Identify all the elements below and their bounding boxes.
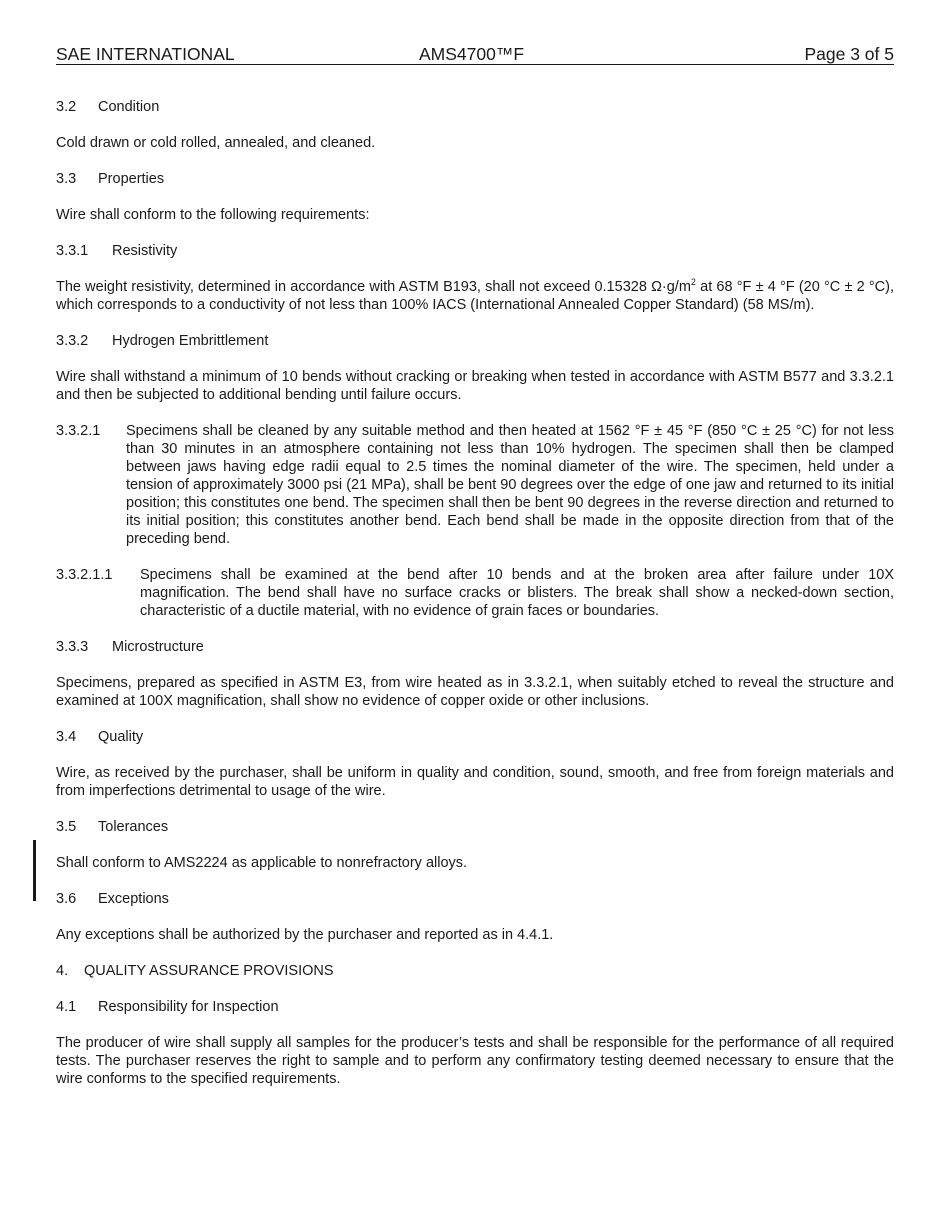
section-text-4-1: The producer of wire shall supply all samples for the producer’s tests and shall be responsible for the performance of all required tests. The purchaser reserves the right to sample and to perform any confirmatory testing deemed necessary to ensure that the wire conforms to the specified requirements. xyxy=(56,1035,894,1087)
section-text-3-3: Wire shall conform to the following requirements: xyxy=(56,207,370,223)
section-number: 3.3.1 xyxy=(56,243,89,259)
section-text-3-4: Wire, as received by the purchaser, shall be uniform in quality and condition, sound, smooth, and free from foreign materials and from imperfections detrimental to usage of the wire. xyxy=(56,765,894,799)
subsection-number: 3.3.2.1 xyxy=(56,423,101,439)
section-heading-3-5 xyxy=(56,818,894,836)
subsection-text: Specimens shall be examined at the bend after 10 bends and at the broken area after failure under 10X magnification. The bend shall have no surface cracks or blisters. The break shall show a necked-down section, characteristic of a ductile material, with no evidence of grain faces or boundaries. xyxy=(140,567,894,619)
section-title: Properties xyxy=(98,171,165,187)
subsection-3-3-2-1-1 xyxy=(56,566,894,620)
section-text-3-3-1 xyxy=(56,278,894,314)
section-number: 3.3 xyxy=(56,171,77,187)
section-number: 3.3.3 xyxy=(56,639,89,655)
header-organization: SAE INTERNATIONAL xyxy=(56,44,235,64)
section-title: QUALITY ASSURANCE PROVISIONS xyxy=(84,963,334,979)
section-number: 3.3.2 xyxy=(56,333,89,349)
section-heading-4-1 xyxy=(56,998,894,1016)
section-heading-3-4 xyxy=(56,728,894,746)
section-number: 3.4 xyxy=(56,729,77,745)
header-page-number: Page 3 of 5 xyxy=(804,44,894,64)
section-heading-3-2 xyxy=(56,98,894,116)
section-number: 3.2 xyxy=(56,99,77,115)
section-title: Quality xyxy=(98,729,144,745)
section-heading-3-3 xyxy=(56,170,894,188)
section-heading-3-3-2 xyxy=(56,332,894,350)
section-heading-4 xyxy=(56,962,894,980)
header-document-id: AMS4700™F xyxy=(419,44,525,64)
section-text-3-2: Cold drawn or cold rolled, annealed, and cleaned. xyxy=(56,135,376,151)
superscript: 2 xyxy=(690,277,696,288)
section-text-3-6: Any exceptions shall be authorized by the purchaser and reported as in 4.4.1. xyxy=(56,927,554,943)
section-number: 3.6 xyxy=(56,891,77,907)
page-header xyxy=(56,44,894,65)
section-text-3-3-3: Specimens, prepared as specified in ASTM E3, from wire heated as in 3.3.2.1, when suitably etched to reveal the structure and examined at 100X magnification, shall show no evidence of copper oxide or other inclusions. xyxy=(56,675,894,709)
resistivity-text-b: at 68 °F ± 4 °F (20 °C ± 2 °C), which corresponds to a conductivity of not less than 100% IACS (International Annealed Copper Standard) (58 MS/m). xyxy=(56,279,894,313)
section-title: Condition xyxy=(98,99,160,115)
section-text-3-3-2: Wire shall withstand a minimum of 10 bends without cracking or breaking when tested in accordance with ASTM B577 and 3.3.2.1 and then be subjected to additional bending until failure occurs. xyxy=(56,369,894,403)
section-title: Microstructure xyxy=(112,639,204,655)
document-body xyxy=(56,98,894,1106)
section-number: 4.1 xyxy=(56,999,77,1015)
section-title: Exceptions xyxy=(98,891,169,907)
section-title: Tolerances xyxy=(98,819,169,835)
revision-change-bar xyxy=(33,840,36,901)
section-heading-3-3-1 xyxy=(56,242,894,260)
section-number: 3.5 xyxy=(56,819,77,835)
section-heading-3-6 xyxy=(56,890,894,908)
section-text-3-5: Shall conform to AMS2224 as applicable to nonrefractory alloys. xyxy=(56,855,468,871)
subsection-text: Specimens shall be cleaned by any suitable method and then heated at 1562 °F ± 45 °F (850 °C ± 25 °C) for not less than 30 minutes in an atmosphere containing not less than 10% hydrogen. The specimen shall then be clamped between jaws having edge radii equal to 2.5 times the nominal diameter of the wire. The specimen, held under a tension of approximately 3000 psi (21 MPa), shall be bent 90 degrees over the edge of one jaw and returned to its initial position; this constitutes one bend. The specimen shall then be bent 90 degrees in the reverse direction and returned to its initial position; this constitutes another bend. Each bend shall be made in the opposite direction from that of the preceding bend. xyxy=(126,423,894,547)
section-heading-3-3-3 xyxy=(56,638,894,656)
section-title: Hydrogen Embrittlement xyxy=(112,333,269,349)
resistivity-text-a: The weight resistivity, determined in accordance with ASTM B193, shall not exceed 0.15328 Ω·g/m xyxy=(56,279,691,295)
subsection-3-3-2-1 xyxy=(56,422,894,548)
section-title: Responsibility for Inspection xyxy=(98,999,279,1015)
subsection-number: 3.3.2.1.1 xyxy=(56,567,113,583)
section-title: Resistivity xyxy=(112,243,178,259)
section-number: 4. xyxy=(56,963,69,979)
